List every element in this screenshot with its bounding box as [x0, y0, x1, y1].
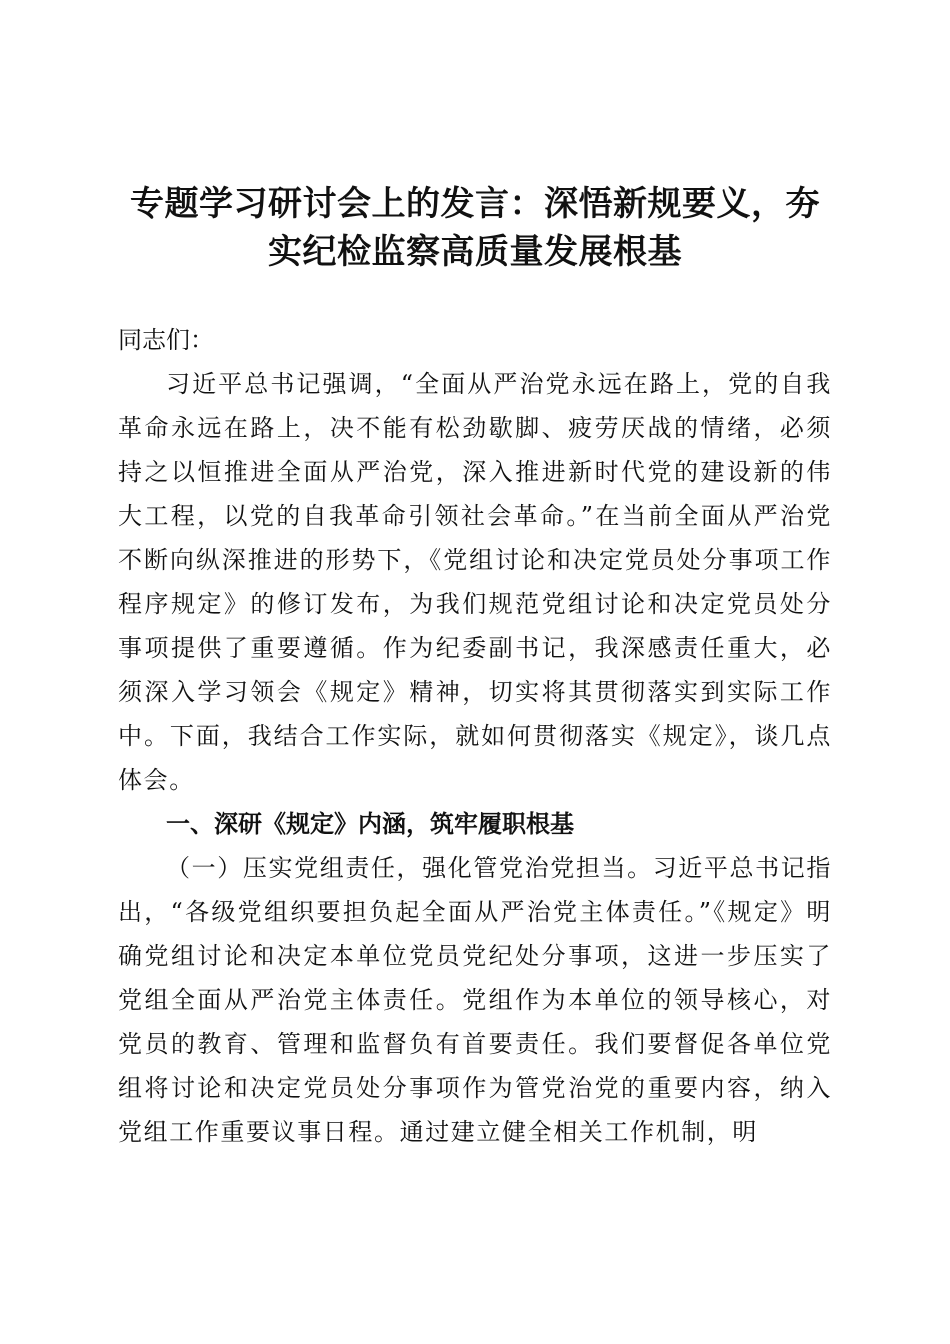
- salutation: 同志们：: [118, 326, 214, 354]
- title-line-1: 专题学习研讨会上的发言：深悟新规要义，夯: [130, 184, 820, 224]
- document-title: [108, 180, 842, 276]
- section-heading-1: 一、深研《规定》内涵，筑牢履职根基: [166, 810, 574, 838]
- document-body: [118, 318, 832, 1154]
- paragraph-intro: 习近平总书记强调，“全面从严治党永远在路上，党的自我革命永远在路上，决不能有松劲歇脚、疲劳厌战的情绪，必须持之以恒推进全面从严治党，深入推进新时代党的建设新的伟大工程，以党的自我革命引领社会革命。”在当前全面从严治党不断向纵深推进的形势下，《党组讨论和决定党员处分事项工作程序规定》的修订发布，为我们规范党组讨论和决定党员处分事项提供了重要遵循。作为纪委副书记，我深感责任重大，必须深入学习领会《规定》精神，切实将其贯彻落实到实际工作中。下面，我结合工作实际，就如何贯彻落实《规定》，谈几点体会。: [118, 370, 832, 794]
- title-line-2: 实纪检监察高质量发展根基: [268, 232, 682, 272]
- paragraph-section-1-1: （一）压实党组责任，强化管党治党担当。习近平总书记指出，“各级党组织要担负起全面从严治党主体责任。”《规定》明确党组讨论和决定本单位党员党纪处分事项，这进一步压实了党组全面从严治党主体责任。党组作为本单位的领导核心，对党员的教育、管理和监督负有首要责任。我们要督促各单位党组将讨论和决定党员处分事项作为管党治党的重要内容，纳入党组工作重要议事日程。通过建立健全相关工作机制，明: [118, 854, 832, 1146]
